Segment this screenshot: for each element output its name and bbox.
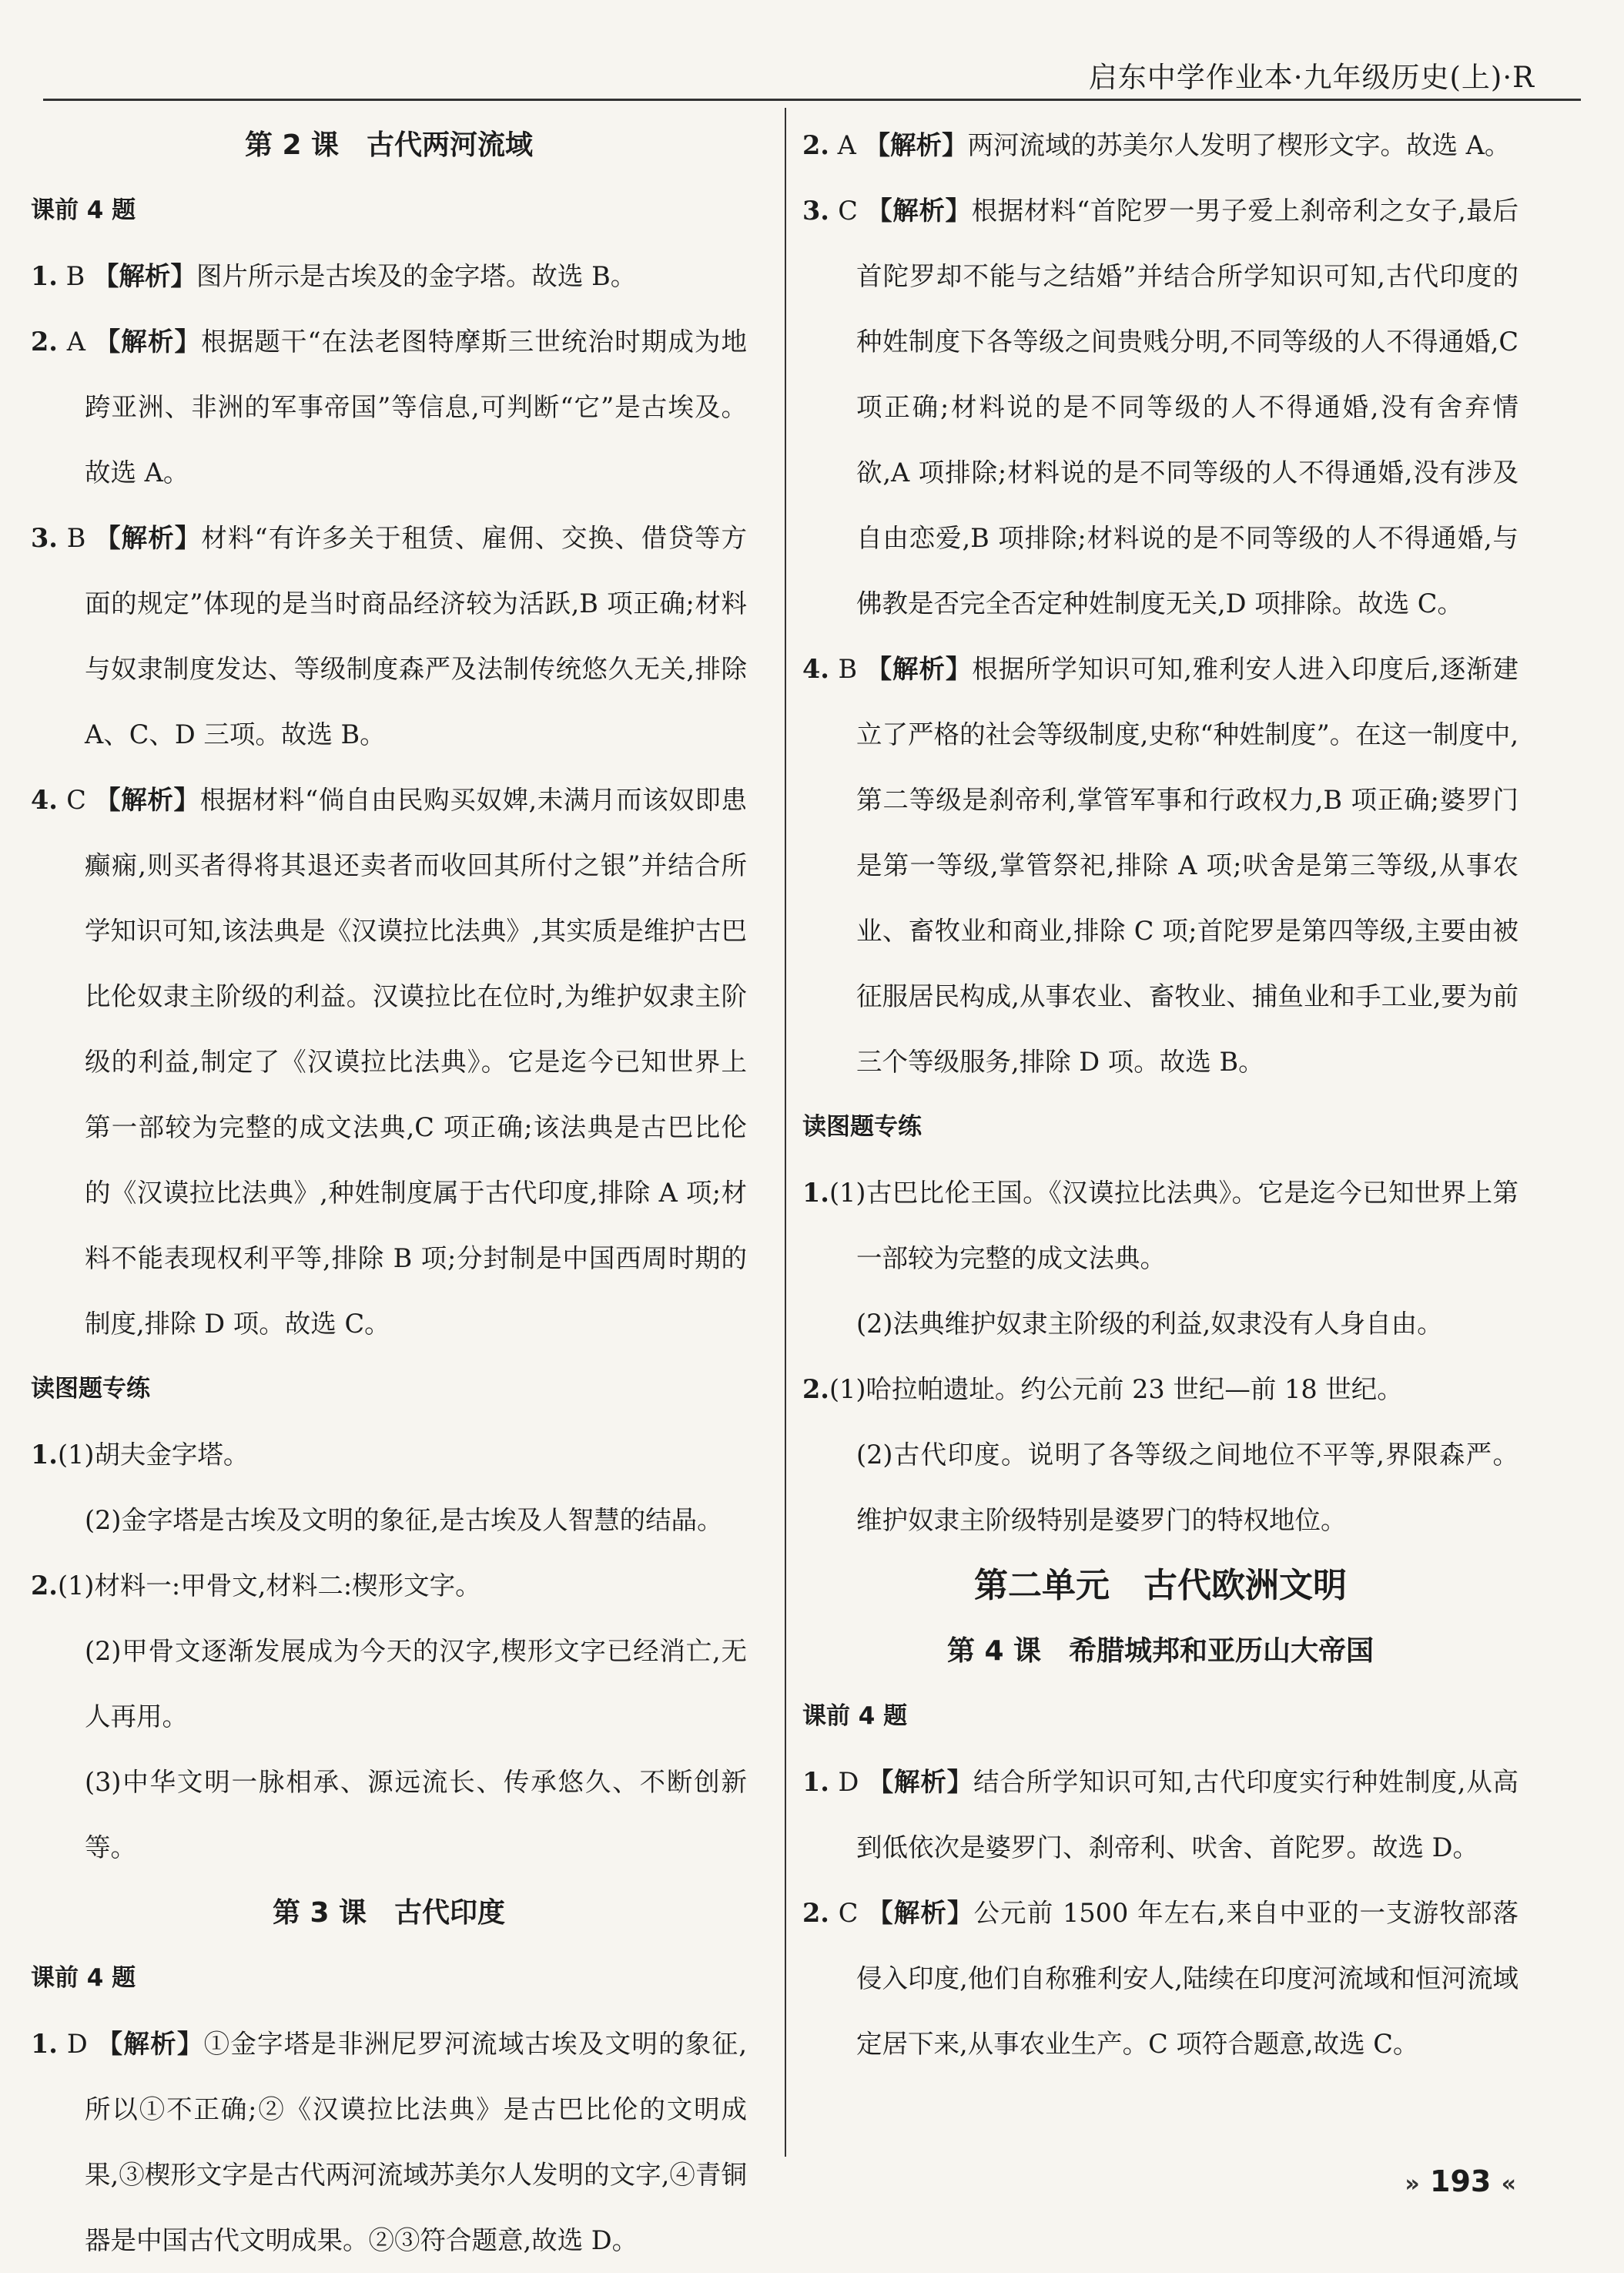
q-number: 4. [31,785,58,815]
lesson-2-r2-c: (3)中华文明一脉相承、源远流长、传承悠久、不断创新等。 [85,1767,747,1862]
q-tag: 【解析】 [866,196,972,226]
q-number: 1. [31,261,58,291]
column-divider [785,108,786,2157]
q-answer: D [838,1767,859,1797]
q-answer: C [838,1898,859,1928]
q-tag: 【解析】 [95,785,200,815]
q-text: (1)哈拉帕遗址。约公元前 23 世纪—前 18 世纪。 [829,1374,1403,1404]
page-header [43,48,1581,101]
lesson-3-r2-a [802,1356,1519,1422]
q-answer: B [66,523,86,553]
lesson-4-q2 [802,1880,1519,2077]
q-number: 2. [802,1898,829,1928]
lesson-2-q1 [31,243,747,309]
q-text: 根据材料“倘自由民购买奴婢,未满月而该奴即患癫痫,则买者得将其退还卖者而收回其所付之银”并结合所学知识可知,该法典是《汉谟拉比法典》,其实质是维护古巴比伦奴隶主阶级的利益。汉谟拉比在位时,为维护奴隶主阶级的利益,制定了《汉谟拉比法典》。它是迄今已知世界上第一部较为完整的成文法典,C 项正确;该法典是古巴比伦的《汉谟拉比法典》,种姓制度属于古代印度,排除 A 项;材料不能表现权利平等,排除 B 项;分封制是中国西周时期的制度,排除 D 项。故选 C。 [85,785,748,1339]
q-text: 材料“有许多关于租赁、雇佣、交换、借贷等方面的规定”体现的是当时商品经济较为活跃,B 项正确;材料与奴隶制度发达、等级制度森严及法制传统悠久无关,排除 A、C、D 三项。故选 B。 [85,523,748,749]
left-column [31,112,747,2273]
lesson-2-q2 [31,309,747,505]
lesson-4-q1 [802,1749,1519,1880]
lesson-2-title: 第 2 课 古代两河流域 [244,129,534,161]
q-answer: C [838,196,858,226]
q-text: 两河流域的苏美尔人发明了楔形文字。故选 A。 [967,130,1511,160]
lesson-2-pre-heading: 课前 4 题 [31,196,136,224]
lesson-2-r1-a [31,1422,747,1487]
unit-2-title: 第二单元 古代欧洲文明 [974,1566,1347,1605]
lesson-4-pre-heading: 课前 4 题 [802,1702,908,1730]
q-text: (1)古巴比伦王国。《汉谟拉比法典》。它是迄今已知世界上第一部较为完整的成文法典。 [829,1178,1519,1273]
q-number: 3. [802,196,829,226]
q-number: 2. [802,130,829,160]
lesson-3-q3 [802,178,1519,636]
q-number: 1. [802,1178,829,1208]
q-text: 图片所示是古埃及的金字塔。故选 B。 [196,261,637,291]
lesson-2-r2-a [31,1553,747,1618]
lesson-2-q4 [31,767,747,1356]
right-column [802,112,1519,2077]
q-tag: 【解析】 [866,654,973,684]
q-text: 公元前 1500 年左右,来自中亚的一支游牧部落侵入印度,他们自称雅利安人,陆续在印度河流域和恒河流域定居下来,从事农业生产。C 项符合题意,故选 C。 [856,1898,1519,2059]
q-answer: B [838,654,858,684]
q-number: 2. [31,1571,58,1601]
lesson-4-title: 第 4 课 希腊城邦和亚历山大帝国 [946,1635,1375,1667]
q-text: (1)胡夫金字塔。 [57,1440,249,1470]
lesson-3-r1-b: (2)法典维护奴隶主阶级的利益,奴隶没有人身自由。 [856,1309,1443,1339]
q-tag: 【解析】 [867,1898,974,1928]
page-number-value: 193 [1430,2164,1492,2198]
lesson-3-q4 [802,636,1519,1095]
q-number: 1. [802,1767,829,1797]
q-text: (1)材料一:甲骨文,材料二:楔形文字。 [57,1571,481,1601]
q-answer: A [66,327,85,357]
lesson-2-reading-heading: 读图题专练 [31,1375,150,1403]
lesson-2-q3 [31,505,747,767]
q-tag: 【解析】 [94,327,202,357]
q-number: 4. [802,654,829,684]
q-number: 1. [31,1440,58,1470]
q-text: 结合所学知识可知,古代印度实行种姓制度,从高到低依次是婆罗门、刹帝利、吠舍、首陀罗。故选 D。 [856,1767,1519,1862]
q-answer: B [65,261,85,291]
q-answer: D [66,2029,88,2059]
q-number: 3. [31,523,58,553]
lesson-2-r1-b: (2)金字塔是古埃及文明的象征,是古埃及人智慧的结晶。 [85,1505,723,1535]
lesson-3-pre-heading: 课前 4 题 [31,1964,136,1992]
q-tag: 【解析】 [95,523,202,553]
lesson-3-r2-b: (2)古代印度。说明了各等级之间地位不平等,界限森严。维护奴隶主阶级特别是婆罗门的特权地位。 [856,1440,1519,1535]
q-tag: 【解析】 [864,130,968,160]
q-answer: A [837,130,856,160]
lesson-3-title: 第 3 课 古代印度 [272,1897,506,1929]
lesson-3-q1 [31,2011,747,2273]
lesson-3-q2 [802,112,1519,178]
chevron-left-icon: « [1501,2171,1516,2198]
q-tag: 【解析】 [92,261,196,291]
lesson-2-r2-b: (2)甲骨文逐渐发展成为今天的汉字,楔形文字已经消亡,无人再用。 [85,1636,747,1732]
q-text: 根据所学知识可知,雅利安人进入印度后,逐渐建立了严格的社会等级制度,史称“种姓制度”。在这一制度中,第二等级是刹帝利,掌管军事和行政权力,B 项正确;婆罗门是第一等级,掌管祭祀,排除 A 项;吠舍是第三等级,从事农业、畜牧业和商业,排除 C 项;首陀罗是第四等级,主要由被征服居民构成,从事农业、畜牧业、捕鱼业和手工业,要为前三个等级服务,排除 D 项。故选 B。 [856,654,1519,1077]
page-number [1405,2164,1516,2198]
q-text: ①金字塔是非洲尼罗河流域古埃及文明的象征,所以①不正确;②《汉谟拉比法典》是古巴比伦的文明成果,③楔形文字是古代两河流域苏美尔人发明的文字,④青铜器是中国古代文明成果。②③符合题意,故选 D。 [85,2029,747,2255]
q-tag: 【解析】 [96,2029,204,2059]
header-title: 启东中学作业本·九年级历史(上)·R [1088,61,1535,94]
q-number: 2. [31,327,58,357]
q-text: 根据材料“首陀罗一男子爱上刹帝利之女子,最后首陀罗却不能与之结婚”并结合所学知识可知,古代印度的种姓制度下各等级之间贵贱分明,不同等级的人不得通婚,C 项正确;材料说的是不同等级的人不得通婚,没有舍弃情欲,A 项排除;材料说的是不同等级的人不得通婚,没有涉及自由恋爱,B 项排除;材料说的是不同等级的人不得通婚,与佛教是否完全否定种姓制度无关,D 项排除。故选 C。 [856,196,1519,619]
q-number: 2. [802,1374,829,1404]
lesson-3-reading-heading: 读图题专练 [802,1113,922,1141]
lesson-3-r1-a [802,1160,1519,1291]
q-number: 1. [31,2029,58,2059]
q-tag: 【解析】 [867,1767,973,1797]
q-answer: C [66,785,86,815]
chevron-right-icon: » [1405,2171,1420,2198]
q-text: 根据题干“在法老图特摩斯三世统治时期成为地跨亚洲、非洲的军事帝国”等信息,可判断“它”是古埃及。故选 A。 [85,327,748,488]
